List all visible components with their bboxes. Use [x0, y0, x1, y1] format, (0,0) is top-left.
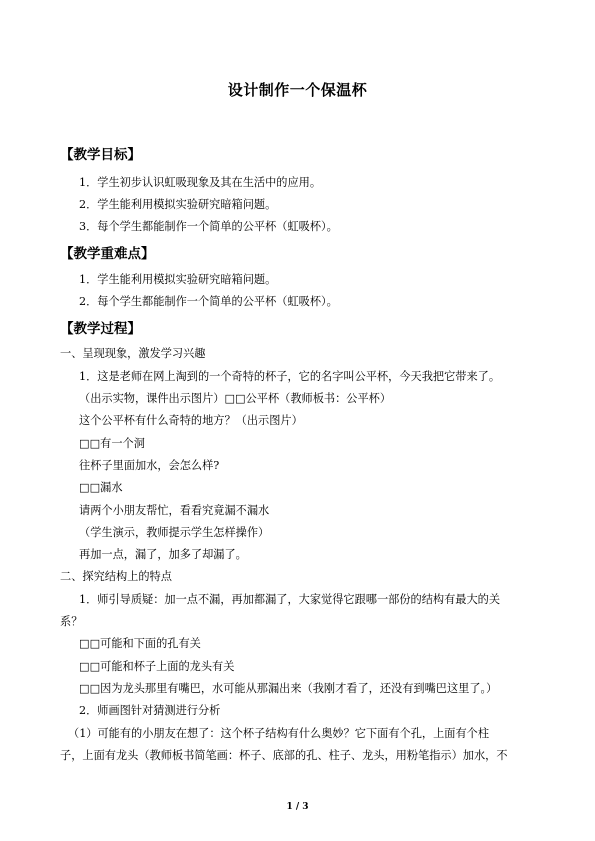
section-heading-goals: 【教学目标】	[60, 147, 141, 163]
process-line: 这个公平杯有什么奇特的地方？（出示图片）	[79, 414, 303, 427]
process-line: □□漏水	[79, 481, 123, 494]
process-line: 2．师画图针对猜测进行分析	[79, 704, 221, 717]
key-point-item: 1．学生能利用模拟实验研究暗箱问题。	[79, 273, 277, 286]
process-line: □□因为龙头那里有嘴巴，水可能从那漏出来（我刚才看了，还没有到嘴巴这里了。）	[79, 682, 498, 695]
page-number: 1 / 3	[286, 802, 309, 812]
process-line: □□可能和下面的孔有关	[79, 637, 201, 650]
section-heading-process: 【教学过程】	[60, 321, 141, 337]
section-heading-key-points: 【教学重难点】	[60, 246, 155, 262]
process-line: □□可能和杯子上面的龙头有关	[79, 660, 235, 673]
process-line: 子，上面有龙头（教师板书简笔画：杯子、底部的孔、柱子、龙头，用粉笔指示）加水，不	[60, 749, 508, 762]
process-line: 往杯子里面加水，会怎么样?	[79, 459, 220, 472]
process-line: （学生演示，教师提示学生怎样操作）	[79, 526, 270, 539]
document-title: 设计制作一个保温杯	[227, 81, 368, 99]
goal-item: 2．学生能利用模拟实验研究暗箱问题。	[79, 198, 277, 211]
process-line: （1）可能有的小朋友在想了：这个杯子结构有什么奥妙？它下面有个孔，上面有个柱	[68, 727, 490, 740]
process-line: 一、呈现现象，激发学习兴趣	[60, 347, 206, 360]
goal-item: 1．学生初步认识虹吸现象及其在生活中的应用。	[79, 176, 322, 189]
process-line: 系？	[60, 615, 83, 628]
process-line: 二、探究结构上的特点	[60, 570, 172, 583]
process-line: （出示实物，课件出示图片）□□公平杯（教师板书：公平杯）	[79, 392, 392, 405]
key-point-item: 2．每个学生都能制作一个简单的公平杯（虹吸杯）。	[79, 295, 338, 308]
process-line: 请两个小朋友帮忙，看看究竟漏不漏水	[79, 504, 270, 517]
process-line: □□有一个洞	[79, 437, 145, 450]
process-line: 1．师引导质疑：加一点不漏，再加都漏了，大家觉得它跟哪一部份的结构有最大的关	[79, 593, 501, 606]
process-line: 再加一点，漏了，加多了却漏了。	[79, 548, 247, 561]
goal-item: 3．每个学生都能制作一个简单的公平杯（虹吸杯）。	[79, 220, 338, 233]
process-line: 1．这是老师在网上淘到的一个奇特的杯子，它的名字叫公平杯，今天我把它带来了。	[79, 370, 501, 383]
